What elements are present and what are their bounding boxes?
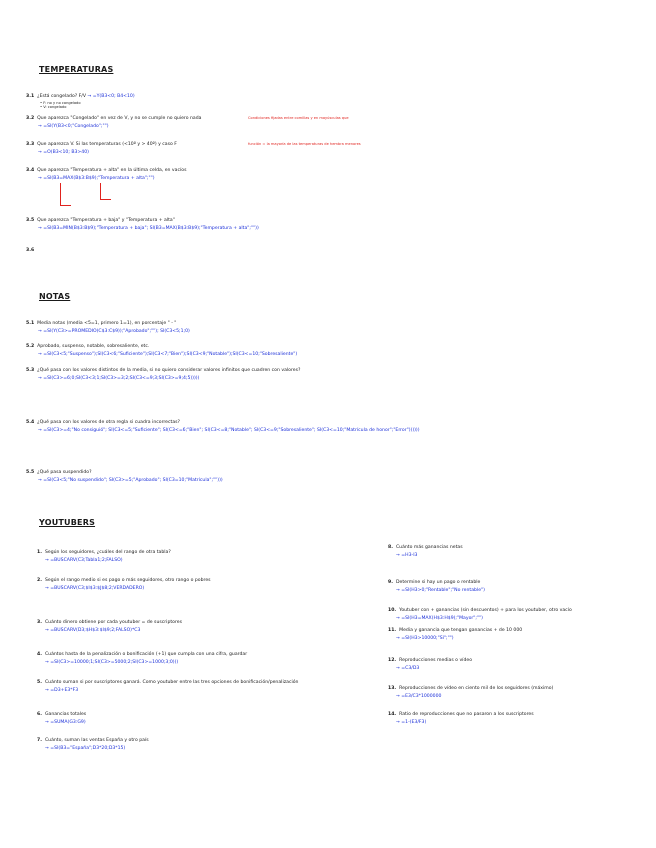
exercise-5-5-formula: → =SI(C3<5;"No suspendido"; SI(C3>=5;"Aprobado"; SI(C3=10;"Matrícula";"")))	[38, 478, 223, 483]
youtubers-right-formula: → =SI(H3=MAX(H$3:H$9);"Mayor";"")	[396, 616, 483, 621]
exercise-5-4-formula: → =SI(C3>=4;"No consiguió"; SI(C3<=5;"Suficiente"; SI(C3<=6;"Bien"; SI(C3<=8;"Notable"; SI(C3<=9;"Sobresaliente"; SI(C3<=10;"Matrícula de honor";"Error"))))))	[38, 428, 420, 433]
youtubers-right-text: Reproducciones medias o vídeo	[399, 658, 473, 663]
exercise-3-5-formula: → =SI(B3=MIN(B$3:B$9);"Temperatura + baja"; SI(B3=MAX(B$3:B$9);"Temperatura + alta";""))	[38, 226, 259, 231]
youtubers-left-number: 2.	[37, 578, 42, 583]
youtubers-right-question	[388, 608, 638, 614]
youtubers-right-question	[388, 580, 638, 586]
youtubers-right-question	[388, 658, 638, 664]
youtubers-left-number: 3.	[37, 620, 42, 625]
exercise-3-1-note-1: • F: no y no congelado	[40, 101, 81, 105]
youtubers-left-question	[37, 578, 337, 584]
exercise-5-1-formula: → =SI(Y(C3>=PROMEDIO(C$3:C$9));"Aprobado";""); SI(C3<5;1;0)	[38, 329, 190, 334]
youtubers-left-text: Cuánto dinero obtiene por cada youtuber = de suscriptores	[44, 620, 182, 625]
youtubers-left-number: 7.	[37, 738, 42, 743]
youtubers-left-question	[37, 738, 337, 744]
youtubers-left-text: Cuánto, suman las ventas España y otro país	[44, 738, 149, 743]
youtubers-right-question	[388, 628, 638, 634]
exercise-3-6: 3.6	[26, 248, 35, 253]
youtubers-right-number: 13.	[388, 686, 397, 691]
youtubers-right-question	[388, 686, 638, 692]
youtubers-right-number: 10.	[388, 608, 397, 613]
youtubers-left-text: Cuánto suman si por suscriptores ganará. Como youtuber entre las tres opciones de bonificación/penalización	[44, 680, 299, 685]
youtubers-right-number: 12.	[388, 658, 397, 663]
youtubers-left-formula: → =SI(C3>=10000;1;SI(C3>=5000;2;SI(C3>=1000;3;0)))	[45, 660, 179, 665]
youtubers-right-question	[388, 712, 638, 718]
exercise-5-4: 5.4 ¿Qué pasa con los valores de otra regla si cuadra incorrectas?	[26, 420, 180, 425]
youtubers-left-text: Cuántos hasta de la penalización o bonificación (+1) que cumpla con una cifra, guardar	[44, 652, 248, 657]
youtubers-right-text: Ratio de reproducciones que no pasaron a los suscriptores	[399, 712, 534, 717]
youtubers-right-formula: → =C3/D3	[396, 666, 420, 671]
youtubers-right-text: Reproducciones de vídeo en ciento mil de los seguidores (máximo)	[399, 686, 554, 691]
youtubers-left-question	[37, 550, 337, 556]
youtubers-right-text: Cuánto más ganancias netas	[395, 545, 463, 550]
youtubers-left-question	[37, 680, 337, 686]
youtubers-left-text: Según el rango medio si es pago o más seguidores, otro rango o pobres	[44, 578, 211, 583]
exercise-5-5: 5.5 ¿Qué pasa suspendido?	[26, 470, 92, 475]
youtubers-left-question	[37, 712, 337, 718]
youtubers-right-question	[388, 545, 638, 551]
exercise-5-1: 5.1 Media notas (media <5=1, primero 1=1), en porcentaje " - "	[26, 321, 177, 326]
exercise-3-3-note: función = la mayoría de las temperaturas de hembra menores	[248, 142, 361, 146]
youtubers-left-text: Según los seguidores, ¿cuáles del rango de otra tabla?	[44, 550, 171, 555]
youtubers-left-number: 1.	[37, 550, 42, 555]
youtubers-right-formula: → =H3-I3	[396, 553, 418, 558]
youtubers-right-formula: → =SI(H3>0;"Rentable";"No rentable")	[396, 588, 485, 593]
exercise-3-2-note: Condiciones fijadas entre comillas y en mayúsculas que	[248, 116, 349, 120]
youtubers-right-text: Determine si hay un pago o rentable	[395, 580, 481, 585]
exercise-3-3: 3.3 Que aparezca V. Si las temperaturas (<10º y > 40º) y caso F	[26, 142, 177, 147]
section-title-notas: NOTAS	[39, 292, 71, 301]
section-title-temperaturas: TEMPERATURAS	[39, 65, 114, 74]
annotation-bracket	[60, 183, 71, 206]
annotation-bracket	[100, 183, 111, 200]
exercise-3-4-formula: → =SI(B3=MAX(B$3:B$9);"Temperatura + alta";"")	[38, 176, 155, 181]
exercise-5-2: 5.2 Aprobado, suspenso, notable, sobresaliente, etc.	[26, 344, 150, 349]
youtubers-right-number: 11.	[388, 628, 397, 633]
youtubers-right-text: Media y ganancia que tengan ganancias + de 10 000	[399, 628, 523, 633]
exercise-3-2-formula: → =SI(Y(B3<0;"Congelado";"")	[38, 124, 109, 129]
exercise-3-4: 3.4 Que aparezca "Temperatura + alta" en la última celda, en vacíos	[26, 168, 187, 173]
exercise-5-2-formula: → =SI(C3<5;"Suspenso");SI(C3<6;"Suficiente");SI(C3<7;"Bien");SI(C3<9;"Notable");SI(C3<=10;"Sobresaliente")	[38, 352, 298, 357]
youtubers-right-number: 9.	[388, 580, 393, 585]
exercise-3-1-note-2: • V: congelado	[40, 105, 67, 109]
youtubers-right-formula: → =1-(E3/F3)	[396, 720, 427, 725]
exercise-3-2: 3.2 Que aparezca "Congelado" en vez de V, y no se cumple no quiero nada	[26, 116, 202, 121]
youtubers-left-formula: → =D3+E3*F3	[45, 688, 79, 693]
youtubers-left-question	[37, 620, 337, 626]
section-title-youtubers: YOUTUBERS	[39, 518, 96, 527]
exercise-5-3-formula: → =SI(C3>=6;0;SI(C3<3;1;SI(C3>=3;2;SI(C3<=9;3;SI(C3>=9;4;5)))))	[38, 376, 200, 381]
exercise-3-1: 3.1 ¿Está congelado? F/V → =Y(B3<0; B4<10)	[26, 94, 135, 99]
youtubers-left-formula: → =BUSCARV(C3;$I$3:$J$8;2;VERDADERO)	[45, 586, 145, 591]
youtubers-left-text: Ganancias totales	[44, 712, 87, 717]
youtubers-right-number: 14.	[388, 712, 397, 717]
youtubers-left-number: 4.	[37, 652, 42, 657]
youtubers-right-formula: → =SI(H3>10000;"Sí";"")	[396, 636, 454, 641]
youtubers-left-formula: → =BUSCARV(D3;$H$3:$I$9;2;FALSO)*C3	[45, 628, 141, 633]
youtubers-right-number: 8.	[388, 545, 393, 550]
exercise-3-3-formula: → =O(B3<10; B3>40)	[38, 150, 89, 155]
youtubers-right-text: Youtuber con + ganancias (sin descuentos) + para los youtuber, otro vacío	[399, 608, 572, 613]
youtubers-left-formula: → =SI(B3="España";D3*20;D3*15)	[45, 746, 126, 751]
youtubers-right-formula: → =E3/C3*1000000	[396, 694, 442, 699]
youtubers-left-question	[37, 652, 337, 658]
youtubers-left-formula: → =BUSCARV(C3;Tabla1;2;FALSO)	[45, 558, 123, 563]
youtubers-left-number: 5.	[37, 680, 42, 685]
youtubers-left-formula: → =SUMA(G3:G9)	[45, 720, 86, 725]
exercise-5-3: 5.3 ¿Qué pasa con los valores distintos de la media, si no quiero considerar valores infinitos que cuadren con valores?	[26, 368, 301, 373]
youtubers-left-number: 6.	[37, 712, 42, 717]
exercise-3-5: 3.5 Que aparezca "Temperatura + baja" y "Temperatura + alta"	[26, 218, 175, 223]
